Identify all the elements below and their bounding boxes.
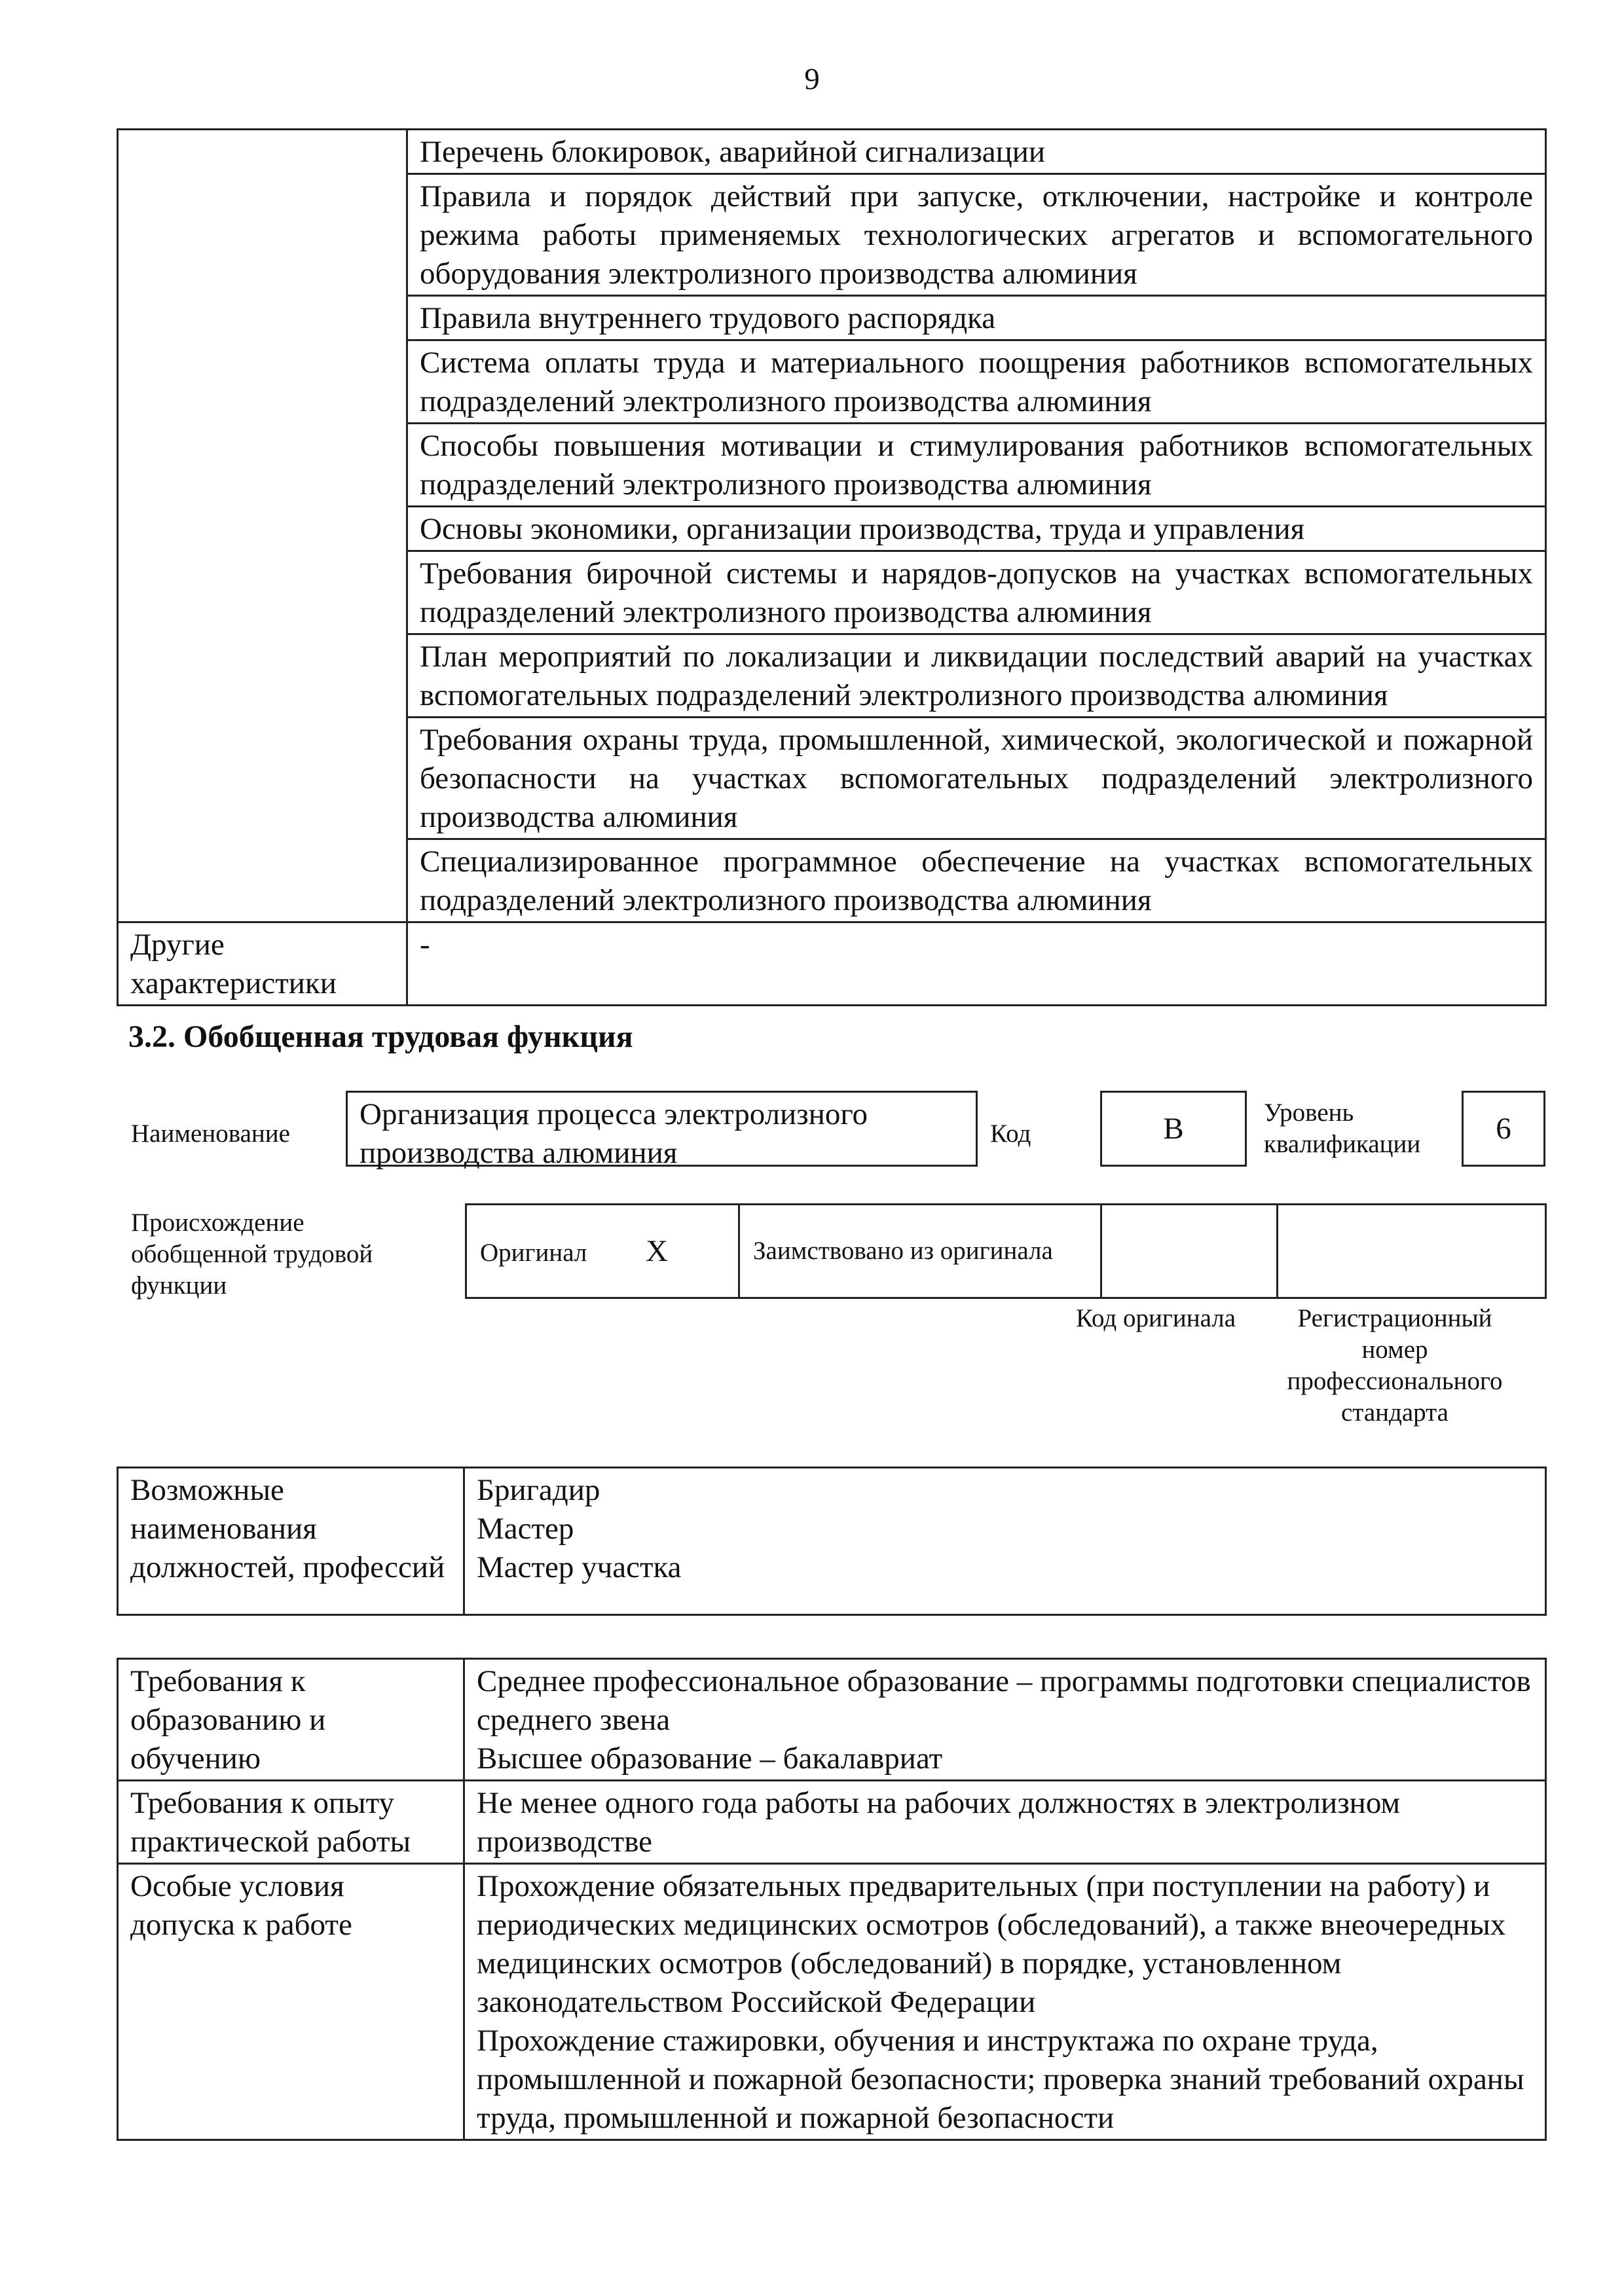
knowledge-item: Правила и порядок действий при запуске, отключении, настройке и контроле режима работы применяемых технологических агрегатов и вспомогательного оборудования электролизного производства алюминия bbox=[407, 174, 1546, 296]
knowledge-item: Требования бирочной системы и нарядов-допусков на участках вспомогательных подразделений электролизного производства алюминия bbox=[407, 551, 1546, 634]
section-heading: 3.2. Обобщенная трудовая функция bbox=[128, 1019, 633, 1054]
reg-number-caption: Регистрационный номер профессионального стандарта bbox=[1287, 1304, 1503, 1427]
requirement-line: Не менее одного года работы на рабочих должностях в электролизном производстве bbox=[477, 1786, 1401, 1859]
knowledge-item: Специализированное программное обеспечение на участках вспомогательных подразделений электролизного производства алюминия bbox=[407, 839, 1546, 922]
code-label: Код bbox=[990, 1120, 1031, 1148]
origin-table bbox=[465, 1203, 1547, 1299]
knowledge-item: Способы повышения мотивации и стимулирования работников вспомогательных подразделений электролизного производства алюминия bbox=[407, 424, 1546, 507]
knowledge-item: Перечень блокировок, аварийной сигнализации bbox=[407, 130, 1546, 174]
experience-label: Требования к опыту практической работы bbox=[118, 1781, 464, 1864]
knowledge-empty-cell bbox=[118, 130, 407, 922]
experience-values bbox=[464, 1781, 1546, 1864]
original-mark: X bbox=[646, 1233, 669, 1268]
knowledge-item: Требования охраны труда, промышленной, химической, экологической и пожарной безопасности на участках вспомогательных подразделений электролизного производства алюминия bbox=[407, 718, 1546, 839]
requirement-line: Высшее образование – бакалавриат bbox=[477, 1741, 943, 1776]
requirement-line: Прохождение стажировки, обучения и инструктажа по охране труда, промышленной и пожарной безопасности; проверка знаний требований охраны труда, промышленной и пожарной безопасности bbox=[477, 2024, 1524, 2135]
knowledge-item: План мероприятий по локализации и ликвидации последствий аварий на участках вспомогательных подразделений электролизного производства алюминия bbox=[407, 634, 1546, 718]
origin-label: Происхождение обобщенной трудовой функции bbox=[131, 1209, 373, 1300]
admission-conditions-label: Особые условия допуска к работе bbox=[118, 1864, 464, 2140]
requirement-line: Среднее профессиональное образование – программы подготовки специалистов среднего звена bbox=[477, 1664, 1531, 1737]
position-item: Бригадир bbox=[477, 1473, 600, 1507]
positions-values bbox=[464, 1468, 1546, 1615]
knowledge-table bbox=[117, 128, 1547, 1006]
reg-number-cell bbox=[1278, 1205, 1546, 1298]
name-label: Наименование bbox=[131, 1120, 290, 1148]
knowledge-item: Система оплаты труда и материального поощрения работников вспомогательных подразделений электролизного производства алюминия bbox=[407, 340, 1546, 424]
borrowed-label: Заимствовано из оригинала bbox=[739, 1205, 1101, 1298]
requirements-table bbox=[117, 1658, 1547, 2141]
page-number: 9 bbox=[804, 62, 820, 96]
admission-conditions-values bbox=[464, 1864, 1546, 2140]
code-value-box: B bbox=[1100, 1091, 1247, 1167]
education-values bbox=[464, 1659, 1546, 1781]
qualification-level-box: 6 bbox=[1462, 1091, 1545, 1167]
position-item: Мастер bbox=[477, 1512, 574, 1546]
knowledge-item: Основы экономики, организации производства, труда и управления bbox=[407, 507, 1546, 551]
code-original-caption: Код оригинала bbox=[1075, 1304, 1236, 1332]
function-name-box: Организация процесса электролизного производства алюминия bbox=[346, 1091, 978, 1167]
positions-label: Возможные наименования должностей, профессий bbox=[118, 1468, 464, 1615]
education-label: Требования к образованию и обучению bbox=[118, 1659, 464, 1781]
knowledge-item: Правила внутреннего трудового распорядка bbox=[407, 296, 1546, 340]
original-label: Оригинал bbox=[480, 1238, 587, 1267]
other-characteristics-label: Другие характеристики bbox=[118, 922, 407, 1006]
requirement-line: Прохождение обязательных предварительных (при поступлении на работу) и периодических медицинских осмотров (обследований), а также внеочередных медицинских осмотров (обследований) в порядке, установленном законодательством Российской Федерации bbox=[477, 1869, 1506, 2019]
code-original-cell bbox=[1101, 1205, 1278, 1298]
other-characteristics-value: - bbox=[407, 922, 1546, 1006]
original-cell bbox=[466, 1205, 739, 1298]
qualification-level-label: Уровень квалификации bbox=[1264, 1099, 1421, 1158]
position-item: Мастер участка bbox=[477, 1550, 682, 1584]
positions-table bbox=[117, 1467, 1547, 1616]
